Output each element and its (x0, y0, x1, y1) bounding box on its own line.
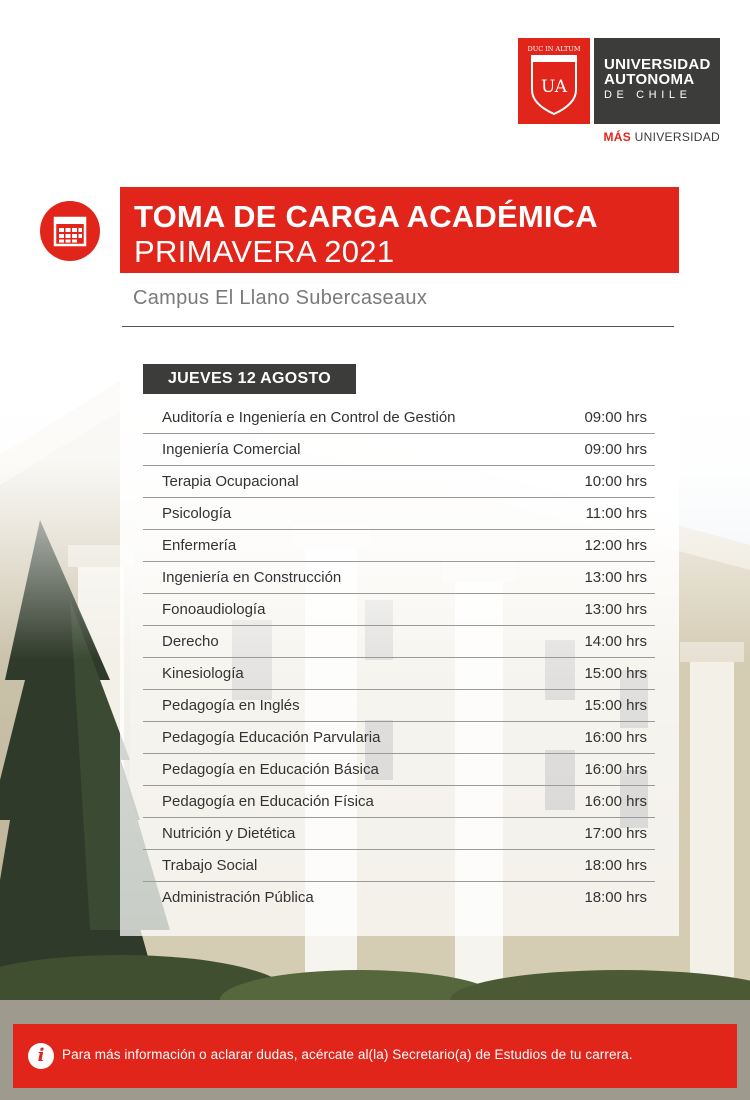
schedule-row (143, 402, 655, 434)
logo-tagline (603, 130, 720, 144)
career-name: Psicología (162, 505, 232, 522)
shield-icon (518, 38, 590, 124)
logo-shield-box (518, 38, 590, 124)
logo-line-3: DE CHILE (604, 89, 692, 101)
career-name: Auditoría e Ingeniería en Control de Gestión (162, 409, 456, 426)
logo-motto: DUC IN ALTUM (527, 45, 581, 53)
title-banner (120, 187, 679, 273)
schedule-row (143, 434, 655, 466)
career-name: Pedagogía en Educación Física (162, 793, 374, 810)
schedule-row (143, 882, 655, 913)
schedule-row (143, 722, 655, 754)
schedule-row (143, 850, 655, 882)
schedule-row (143, 658, 655, 690)
career-name: Pedagogía Educación Parvularia (162, 729, 381, 746)
logo-line-1: UNIVERSIDAD (604, 56, 711, 73)
career-name: Fonoaudiología (162, 601, 266, 618)
career-time: 18:00 hrs (584, 889, 647, 906)
career-time: 11:00 hrs (585, 505, 647, 522)
career-time: 17:00 hrs (584, 825, 647, 842)
career-time: 16:00 hrs (584, 729, 647, 746)
footer-banner (13, 1024, 737, 1088)
career-name: Pedagogía en Educación Básica (162, 761, 379, 778)
university-logo (518, 38, 720, 148)
career-name: Pedagogía en Inglés (162, 697, 300, 714)
career-name: Trabajo Social (162, 857, 258, 874)
career-name: Enfermería (162, 537, 237, 554)
tagline-accent: MÁS (603, 130, 632, 144)
career-name: Ingeniería Comercial (162, 441, 301, 458)
career-name: Terapia Ocupacional (162, 473, 299, 490)
logo-line-2: AUTONOMA (604, 71, 695, 88)
schedule-row (143, 690, 655, 722)
divider (122, 326, 674, 327)
career-time: 10:00 hrs (584, 473, 647, 490)
tagline-rest: UNIVERSIDAD (631, 130, 720, 144)
schedule-row (143, 562, 655, 594)
schedule-row (143, 530, 655, 562)
schedule-row (143, 786, 655, 818)
career-time: 16:00 hrs (584, 761, 647, 778)
career-time: 12:00 hrs (584, 537, 647, 554)
footer-message: Para más información o aclarar dudas, acércate al(la) Secretario(a) de Estudios de tu carrera. (62, 1047, 633, 1062)
career-time: 15:00 hrs (584, 697, 647, 714)
career-time: 18:00 hrs (584, 857, 647, 874)
schedule-list (143, 402, 655, 913)
career-time: 14:00 hrs (584, 633, 647, 650)
schedule-row (143, 818, 655, 850)
schedule-row (143, 594, 655, 626)
info-icon: i (28, 1043, 54, 1069)
career-time: 13:00 hrs (584, 601, 647, 618)
logo-initials: UA (540, 77, 568, 97)
career-name: Administración Pública (162, 889, 314, 906)
page-title: TOMA DE CARGA ACADÉMICA (134, 199, 598, 234)
schedule-row (143, 466, 655, 498)
career-time: 16:00 hrs (584, 793, 647, 810)
page-subtitle: PRIMAVERA 2021 (134, 234, 395, 269)
career-name: Ingeniería en Construcción (162, 569, 342, 586)
day-badge: JUEVES 12 AGOSTO (143, 364, 356, 394)
career-name: Nutrición y Dietética (162, 825, 296, 842)
career-name: Derecho (162, 633, 219, 650)
schedule-row (143, 754, 655, 786)
campus-name: Campus El Llano Subercaseaux (133, 287, 428, 309)
career-time: 09:00 hrs (584, 409, 647, 426)
schedule-row (143, 626, 655, 658)
career-name: Kinesiología (162, 665, 244, 682)
career-time: 15:00 hrs (584, 665, 647, 682)
schedule-row (143, 498, 655, 530)
calendar-icon (40, 201, 100, 261)
career-time: 13:00 hrs (584, 569, 647, 586)
logo-wordmark (594, 38, 720, 124)
career-time: 09:00 hrs (584, 441, 647, 458)
